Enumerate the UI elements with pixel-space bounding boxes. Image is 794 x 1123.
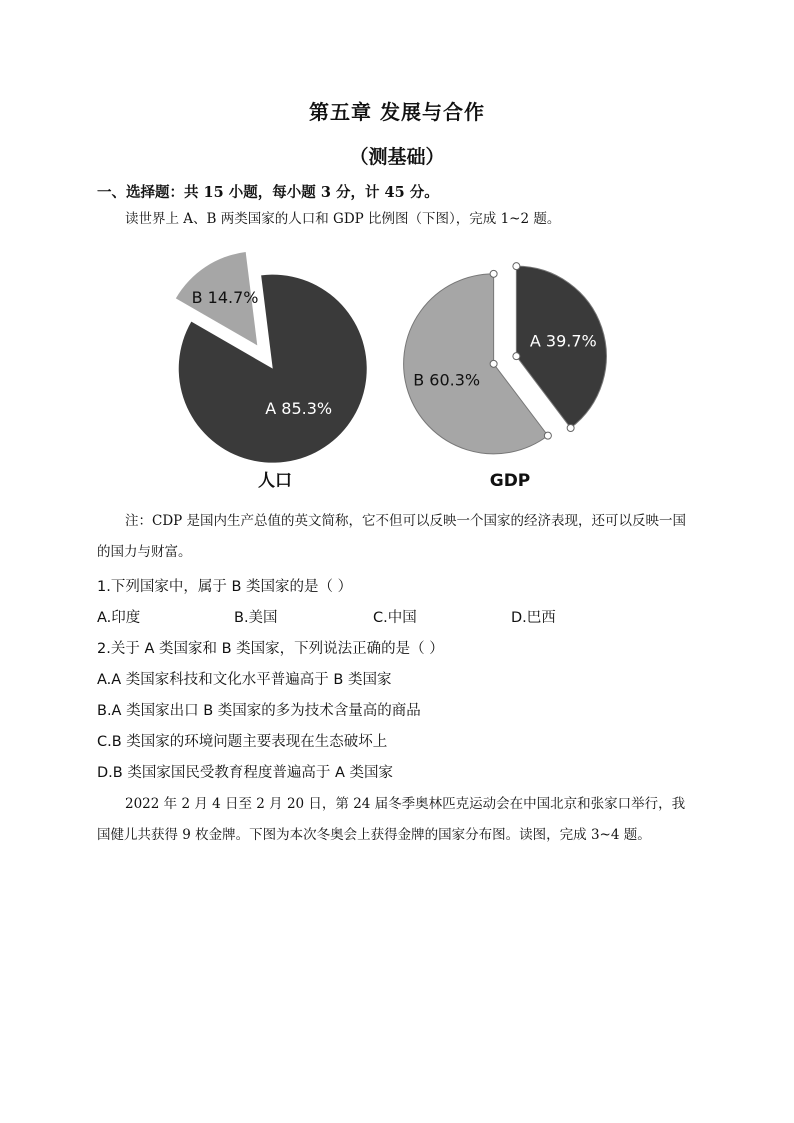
chart-0-label-b: B 14.7%	[191, 287, 259, 307]
question-1-stem: 1.下列国家中，属于 B 类国家的是（ ）	[97, 579, 353, 595]
chart-0-title: 人口	[258, 471, 292, 491]
chart-1-title: GDP	[489, 471, 531, 491]
q1-option-a[interactable]: A.印度	[97, 610, 141, 626]
pie-charts-svg	[150, 242, 650, 502]
question-2-stem: 2.关于 A 类国家和 B 类国家，下列说法正确的是（ ）	[97, 641, 444, 657]
q2-option-d[interactable]: D.B 类国家国民受教育程度普遍高于 A 类国家	[97, 765, 393, 781]
q2-option-b[interactable]: B.A 类国家出口 B 类国家的多为技术含量高的商品	[97, 703, 421, 719]
chart-1-slice-a-handle-0	[513, 353, 520, 360]
q1-option-c[interactable]: C.中国	[373, 610, 417, 626]
page-title: 第五章 发展与合作	[309, 100, 485, 124]
section-heading: 一、选择题：共 15 小题，每小题 3 分，计 45 分。	[97, 184, 439, 201]
chart-1-slice-b-handle-2	[490, 270, 497, 277]
question-1-options	[97, 606, 697, 626]
q1-option-d[interactable]: D.巴西	[511, 610, 556, 626]
intro-paragraph: 读世界上 A、B 两类国家的人口和 GDP 比例图（下图），完成 1~2 题。	[125, 211, 561, 227]
chart-1-slice-a-handle-1	[513, 263, 520, 270]
note-paragraph: 注：CDP 是国内生产总值的英文简称，它不但可以反映一个国家的经济表现，还可以反映一国的国力与财富。	[97, 513, 687, 560]
chart-1-slice-b-handle-0	[490, 360, 497, 367]
q1-option-b[interactable]: B.美国	[234, 610, 278, 626]
chart-0-label-a: A 85.3%	[265, 398, 333, 418]
chart-1-label-a: A 39.7%	[529, 331, 597, 351]
q2-option-c[interactable]: C.B 类国家的环境问题主要表现在生态破坏上	[97, 734, 388, 750]
passage-2: 2022 年 2 月 4 日至 2 月 20 日，第 24 届冬季奥林匹克运动会在中国北京和张家口举行，我国健儿共获得 9 枚金牌。下图为本次冬奥会上获得金牌的国家分布图。读图，完成 3~4 题。	[97, 796, 686, 843]
page-subtitle: （测基础）	[349, 146, 445, 168]
q2-option-a[interactable]: A.A 类国家科技和文化水平普遍高于 B 类国家	[97, 672, 392, 688]
chart-1-label-b: B 60.3%	[413, 370, 481, 390]
chart-1-slice-b-handle-1	[544, 432, 551, 439]
pie-charts-figure	[150, 242, 650, 502]
chart-1-slice-a-handle-2	[567, 424, 574, 431]
